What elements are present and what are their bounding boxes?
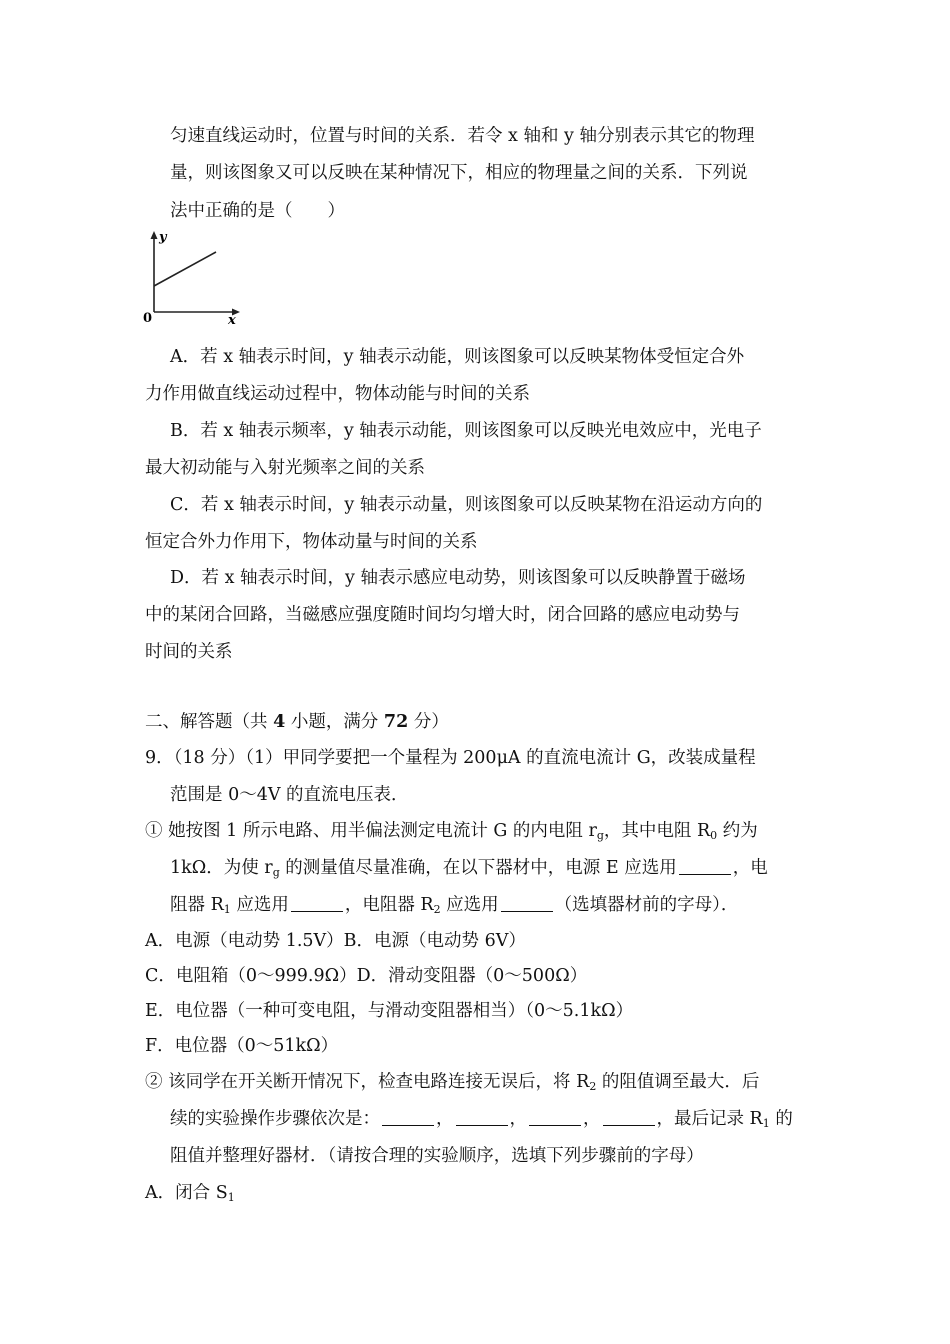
- step-a: A．闭合 $S_1$: [145, 1183, 235, 1204]
- section-heading: 二、解答题（共 4 小题，满分 72 分）: [145, 712, 449, 732]
- q9-part1-line-3: 阻器 $R_1$ 应选用 ，电阻器 $R_2$ 应选用 （选填器材前的字母）．: [170, 895, 739, 916]
- answer-blank-step-2[interactable]: [456, 1109, 508, 1126]
- option-d-line-2: 中的某闭合回路，当磁感应强度随时间均匀增大时，闭合回路的感应电动势与: [145, 605, 740, 625]
- option-a-line-1: A．若 x 轴表示时间，y 轴表示动能，则该图象可以反映某物体受恒定合外: [170, 347, 745, 367]
- answer-blank-r1[interactable]: [291, 895, 343, 912]
- option-c-line-1: C．若 x 轴表示时间，y 轴表示动量，则该图象可以反映某物在沿运动方向的: [170, 495, 763, 515]
- q9-part2-line-2: 续的实验操作步骤依次是： ， ， ， ，最后记录 $R_1$ 的: [170, 1109, 793, 1130]
- question-text-line-2: 量，则该图象又可以反映在某种情况下，相应的物理量之间的关系．下列说: [170, 163, 748, 183]
- origin-label: 0: [143, 311, 153, 326]
- q9-line-1: 9．（18 分）（1）甲同学要把一个量程为 200μA 的直流电流计 G，改装成量程: [145, 748, 756, 768]
- answer-blank-step-4[interactable]: [603, 1109, 655, 1126]
- option-b-line-2: 最大初动能与入射光频率之间的关系: [145, 458, 425, 478]
- option-c-line-2: 恒定合外力作用下，物体动量与时间的关系: [145, 532, 478, 552]
- equipment-line-3: E．电位器（一种可变电阻，与滑动变阻器相当）（0～5.1kΩ）: [145, 1001, 634, 1021]
- q9-part1-line-1: ① 她按图 1 所示电路、用半偏法测定电流计 G 的内电阻 $r_g$，其中电阻 $R_0$ 约为: [145, 821, 758, 842]
- q9-part1-line-2: 1kΩ．为使 $r_g$ 的测量值尽量准确，在以下器材中，电源 E 应选用 ，电: [170, 858, 768, 879]
- equipment-line-4: F．电位器（0～51kΩ）: [145, 1036, 339, 1056]
- y-axis-arrow: [151, 231, 158, 239]
- answer-blank-r2[interactable]: [501, 895, 553, 912]
- answer-blank-step-3[interactable]: [529, 1109, 581, 1126]
- x-axis-label: x: [228, 313, 236, 326]
- graph-line: [154, 252, 216, 286]
- option-d-line-1: D．若 x 轴表示时间，y 轴表示感应电动势，则该图象可以反映静置于磁场: [170, 568, 746, 588]
- question-text-line-3: 法中正确的是（ ）: [170, 201, 345, 221]
- linear-graph-figure: [138, 228, 248, 326]
- question-text-line-1: 匀速直线运动时，位置与时间的关系．若令 x 轴和 y 轴分别表示其它的物理: [170, 126, 755, 146]
- option-a-line-2: 力作用做直线运动过程中，物体动能与时间的关系: [145, 384, 530, 404]
- answer-blank-power-source[interactable]: [679, 858, 731, 875]
- q9-part2-line-3: 阻值并整理好器材．（请按合理的实验顺序，选填下列步骤前的字母）: [170, 1146, 704, 1166]
- equipment-line-2: C．电阻箱（0～999.9Ω）D．滑动变阻器（0～500Ω）: [145, 966, 588, 986]
- option-b-line-1: B．若 x 轴表示频率，y 轴表示动能，则该图象可以反映光电效应中，光电子: [170, 421, 762, 441]
- q9-line-2: 范围是 0～4V 的直流电压表．: [170, 785, 409, 805]
- option-d-line-3: 时间的关系: [145, 642, 233, 662]
- equipment-line-1: A．电源（电动势 1.5V）B．电源（电动势 6V）: [145, 931, 526, 951]
- q9-part2-line-1: ② 该同学在开关断开情况下，检查电路连接无误后，将 $R_2$ 的阻值调至最大．后: [145, 1072, 760, 1093]
- answer-blank-step-1[interactable]: [382, 1109, 434, 1126]
- y-axis-label: y: [159, 230, 167, 245]
